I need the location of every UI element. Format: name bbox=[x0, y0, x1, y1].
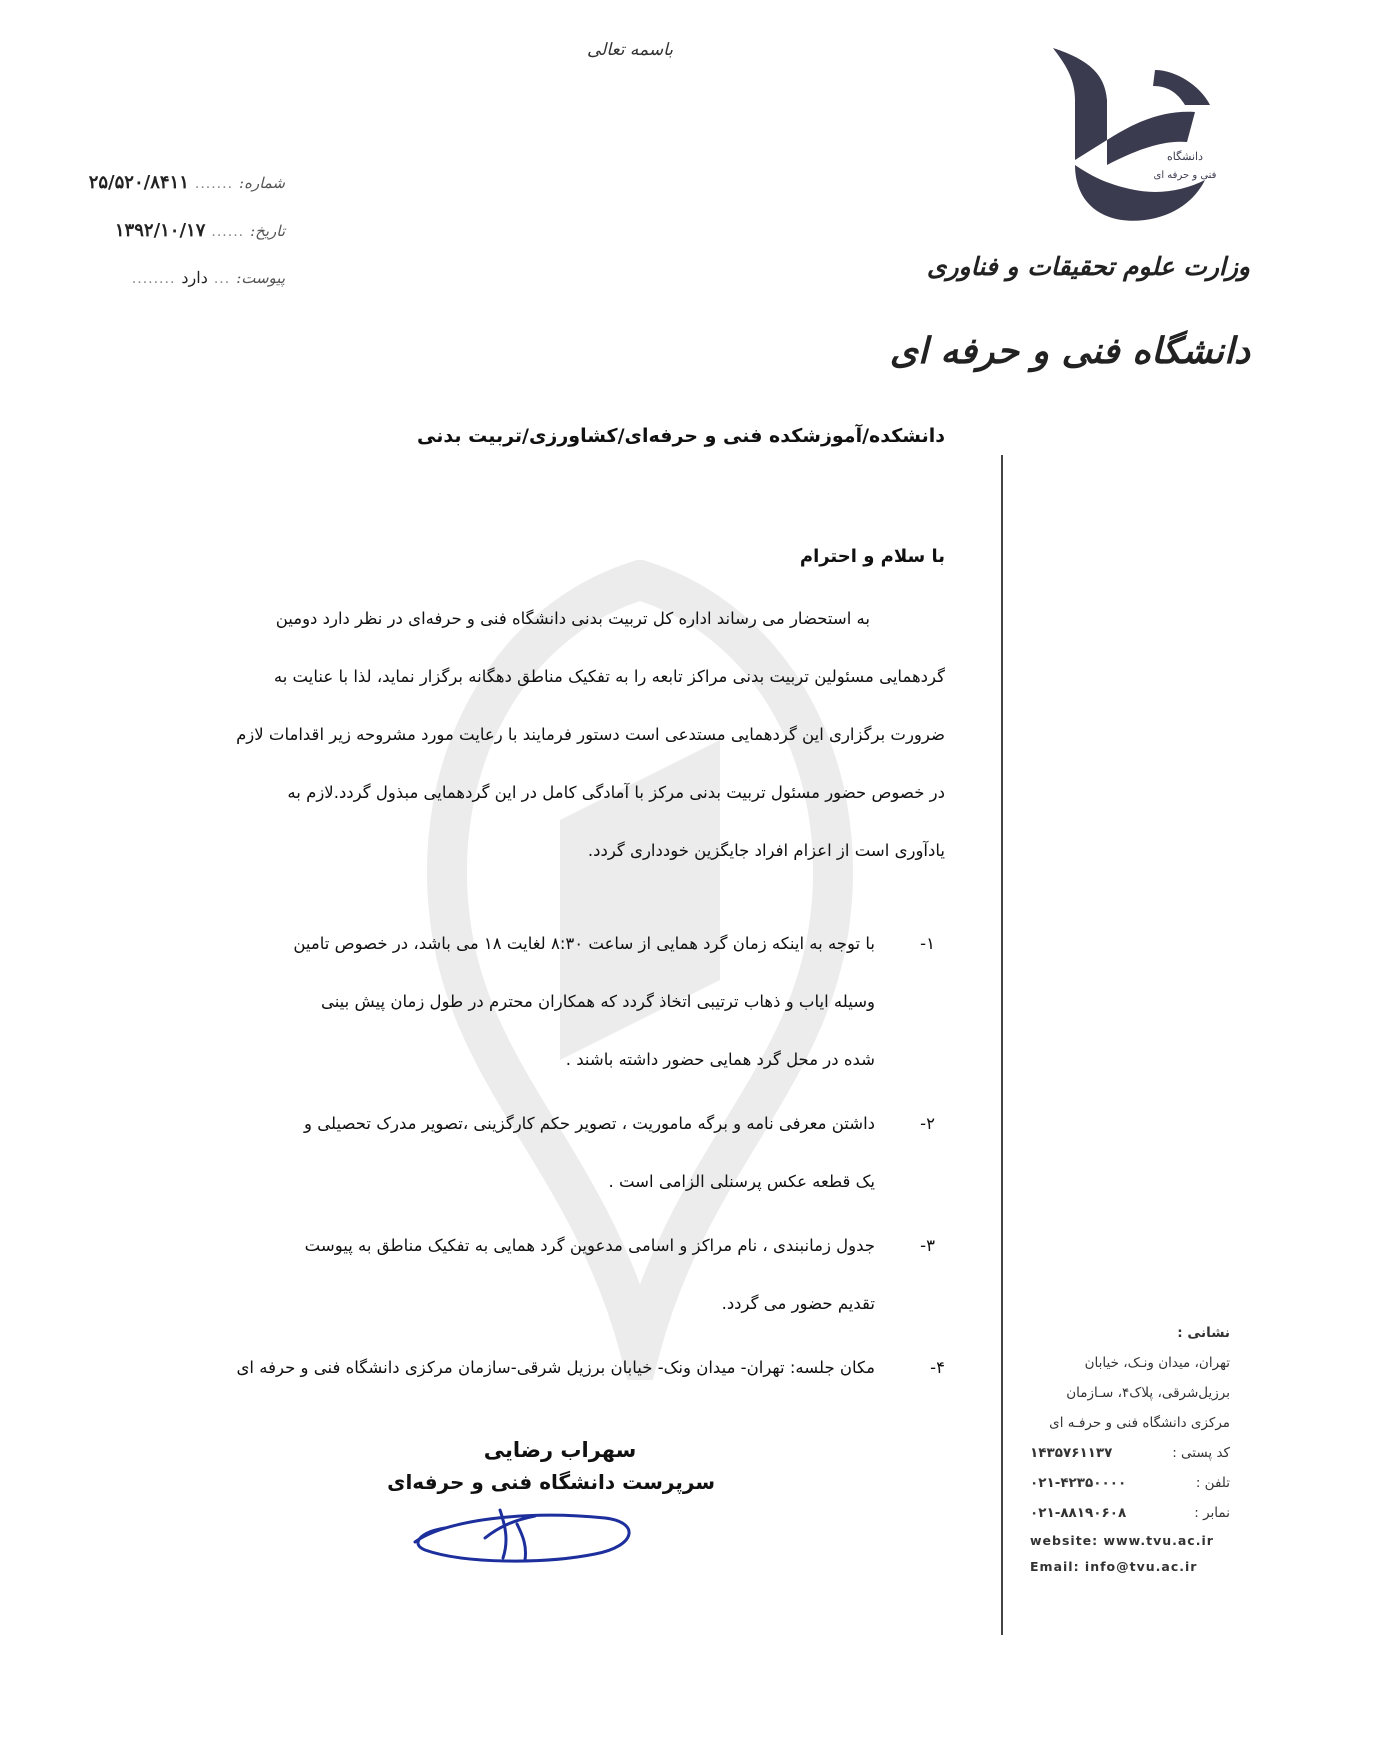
item-number: ۲- bbox=[920, 1114, 935, 1133]
address-line: برزیل‌شرقی، پلاک۴، سـازمان bbox=[1066, 1385, 1230, 1401]
attachment-row bbox=[60, 268, 285, 316]
letter-number-label: شماره: bbox=[239, 174, 285, 192]
letter-date: ۱۳۹۲/۱۰/۱۷ bbox=[114, 220, 206, 241]
item-line: داشتن معرفی نامه و برگه ماموریت ، تصویر حکم کارگزینی ،تصویر مدرک تحصیلی و bbox=[304, 1114, 875, 1133]
postal-code: ۱۴۳۵۷۶۱۱۳۷ bbox=[1030, 1445, 1113, 1461]
postal-code-row bbox=[1030, 1438, 1230, 1468]
body-line: ضرورت برگزاری این گردهمایی مستدعی است دستور فرمایند با رعایت مورد مشروحه زیر اقدامات لازم bbox=[236, 725, 945, 744]
address-label: نشانی : bbox=[1177, 1325, 1230, 1341]
numbered-items bbox=[200, 930, 945, 1418]
address-line: مرکزی دانشگاه فنی و حرفـه ای bbox=[1049, 1415, 1230, 1431]
item-line: تقدیم حضور می گردد. bbox=[721, 1294, 875, 1313]
email-link[interactable]: Email: info@tvu.ac.ir bbox=[1030, 1559, 1198, 1574]
item-number: ۴- bbox=[930, 1358, 945, 1377]
phone-number: ۰۲۱-۴۲۳۵۰۰۰۰ bbox=[1030, 1475, 1127, 1491]
item-line: مکان جلسه: تهران- میدان ونک- خیابان برزیل شرقی-سازمان مرکزی دانشگاه فنی و حرفه ای bbox=[236, 1358, 875, 1377]
list-item bbox=[200, 930, 945, 1104]
recipient-line: دانشکده/آموزشکده فنی و حرفه‌ای/کشاورزی/تربیت بدنی bbox=[417, 425, 945, 447]
body-line: گردهمایی مسئولین تربیت بدنی مراکز تابعه را به تفکیک مناطق دهگانه برگزار نماید، لذا با عنایت به bbox=[273, 667, 945, 686]
postal-code-label: کد پستی : bbox=[1172, 1445, 1230, 1461]
logo-inner-text-2: فنی و حرفه ای bbox=[1153, 170, 1217, 181]
dotted-leader: ...... bbox=[211, 224, 245, 240]
address-line: تهران، میدان ونـک، خیابان bbox=[1084, 1355, 1230, 1371]
item-text bbox=[200, 1232, 875, 1348]
vertical-divider bbox=[1001, 455, 1003, 1635]
body-line: به استحضار می رساند اداره کل تربیت بدنی دانشگاه فنی و حرفه‌ای در نظر دارد دومین bbox=[275, 609, 870, 628]
greeting: با سلام و احترام bbox=[799, 546, 945, 567]
phone-label: تلفن : bbox=[1195, 1475, 1230, 1491]
tvu-logo-icon bbox=[1035, 30, 1235, 230]
dotted-leader: ........ bbox=[131, 271, 176, 287]
item-line: جدول زمانبندی ، نام مراکز و اسامی مدعوین گرد همایی به تفکیک مناطق به پیوست bbox=[304, 1236, 875, 1255]
item-text bbox=[200, 1354, 875, 1412]
ministry-title: وزارت علوم تحقیقات و فناوری bbox=[926, 252, 1250, 281]
dotted-leader: ... bbox=[213, 271, 231, 287]
handwritten-signature bbox=[405, 1480, 645, 1570]
fax-number: ۰۲۱-۸۸۱۹۰۶۰۸ bbox=[1030, 1505, 1127, 1521]
letter-body bbox=[200, 605, 945, 895]
dotted-leader: ....... bbox=[194, 176, 234, 192]
letter-number: ۲۵/۵۲۰/۸۴۱۱ bbox=[88, 172, 189, 193]
list-item bbox=[200, 1110, 945, 1226]
attachment-label: پیوست: bbox=[236, 269, 285, 287]
website-link[interactable]: website: www.tvu.ac.ir bbox=[1030, 1533, 1214, 1548]
list-item bbox=[200, 1354, 945, 1412]
signatory-title: سرپرست دانشگاه فنی و حرفه‌ای bbox=[387, 1470, 715, 1494]
item-number: ۳- bbox=[920, 1236, 935, 1255]
list-item bbox=[200, 1232, 945, 1348]
phone-row bbox=[1030, 1468, 1230, 1498]
item-line: شده در محل گرد همایی حضور داشته باشند . bbox=[565, 1050, 875, 1069]
date-label: تاریخ: bbox=[250, 222, 285, 240]
date-row bbox=[60, 220, 285, 268]
item-number: ۱- bbox=[920, 934, 935, 953]
logo-inner-text-1: دانشگاه bbox=[1166, 150, 1204, 163]
letter-number-row bbox=[60, 172, 285, 220]
item-line: وسیله ایاب و ذهاب ترتیبی اتخاذ گردد که همکاران محترم در طول زمان پیش بینی bbox=[320, 992, 875, 1011]
body-line: یادآوری است از اعزام افراد جایگزین خودداری گردد. bbox=[587, 841, 945, 860]
item-line: یک قطعه عکس پرسنلی الزامی است . bbox=[608, 1172, 875, 1191]
university-title: دانشگاه فنی و حرفه ای bbox=[889, 330, 1250, 372]
signatory-name: سهراب رضایی bbox=[483, 1438, 637, 1462]
body-line: در خصوص حضور مسئول تربیت بدنی مرکز با آمادگی کامل در این گردهمایی مبذول گردد.لازم به bbox=[287, 783, 945, 802]
item-text bbox=[200, 1110, 875, 1226]
basmala: باسمه تعالی bbox=[587, 40, 673, 60]
item-text bbox=[200, 930, 875, 1104]
letter-meta bbox=[60, 172, 285, 316]
fax-label: نمابر : bbox=[1194, 1505, 1230, 1521]
item-line: با توجه به اینکه زمان گرد همایی از ساعت ۸:۳۰ لغایت ۱۸ می باشد، در خصوص تامین bbox=[293, 934, 875, 953]
address-block bbox=[1030, 1318, 1230, 1580]
fax-row bbox=[1030, 1498, 1230, 1528]
attachment-value: دارد bbox=[181, 268, 208, 287]
